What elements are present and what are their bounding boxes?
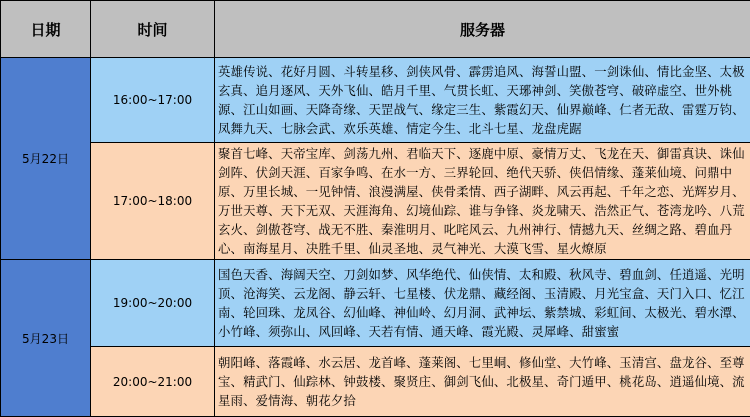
table-row	[1, 58, 750, 143]
time-cell: 17:00~18:00	[91, 143, 215, 260]
header-row	[1, 1, 750, 58]
table-row	[1, 260, 750, 347]
date-cell: 5月22日	[1, 58, 91, 260]
header-date: 日期	[1, 1, 91, 58]
server-list: 朝阳峰、落霞峰、水云居、龙首峰、蓬莱阁、七里峒、修仙堂、大竹峰、玉清宫、盘龙谷、至尊宝、精武门、仙踪林、钟鼓楼、聚贤庄、御剑飞仙、北极星、奇门遁甲、桃花岛、逍遥仙境、流星雨、爱情海、朝花夕拾	[215, 347, 750, 417]
server-list: 国色天香、海阔天空、刀剑如梦、风华绝代、仙侠情、太和殿、秋风寺、碧血剑、任逍遥、光明顶、沧海笑、云龙阁、静云轩、七星楼、伏龙鼎、藏经阁、玉清殿、月光宝盒、天门入口、忆江南、轮回珠、龙凤谷、幻仙峰、神仙岭、幻月洞、武神坛、紫禁城、彩虹间、太极光、碧水潭、小竹峰、须弥山、风回峰、天若有情、通天峰、霞光殿、灵犀峰、甜蜜蜜	[215, 260, 750, 347]
header-servers: 服务器	[215, 1, 750, 58]
server-list: 聚首七峰、天帝宝库、剑荡九州、君临天下、逐鹿中原、豪情万丈、飞龙在天、御雷真诀、诛仙剑阵、伏剑天涯、百家争鸣、在水一方、三界轮回、绝代天骄、侠侣情缘、蓬莱仙境、问鼎中原、万里长城、一见钟情、浪漫满屋、侠骨柔情、西子湖畔、风云再起、千年之恋、光辉岁月、万世天尊、天下无双、天涯海角、幻境仙踪、谁与争锋、炎龙啸天、浩然正气、苍湾龙吟、八荒玄火、剑傲苍穹、战无不胜、秦淮明月、叱咤风云、九州神行、情撼九天、丝绸之路、碧血丹心、南海星月、决胜千里、仙灵圣地、灵气神光、大漠飞雪、星火燎原	[215, 143, 750, 260]
time-cell: 20:00~21:00	[91, 347, 215, 417]
time-cell: 16:00~17:00	[91, 58, 215, 143]
header-time: 时间	[91, 1, 215, 58]
server-list: 英雄传说、花好月圆、斗转星移、剑侠风骨、霹雳追风、海誓山盟、一剑诛仙、情比金坚、太极玄真、追月逐风、天外飞仙、皓月千里、气贯长虹、天琊神剑、笑傲苍穹、破碎虚空、世外桃源、江山如画、天降奇缘、天罡战气、缘定三生、紫霞幻天、仙界巅峰、仁者无敌、雷霆万钧、凤舞九天、七脉会武、欢乐英雄、情定今生、北斗七星、龙盘虎踞	[215, 58, 750, 143]
table-row	[1, 347, 750, 417]
table-row	[1, 143, 750, 260]
time-cell: 19:00~20:00	[91, 260, 215, 347]
date-cell: 5月23日	[1, 260, 91, 417]
